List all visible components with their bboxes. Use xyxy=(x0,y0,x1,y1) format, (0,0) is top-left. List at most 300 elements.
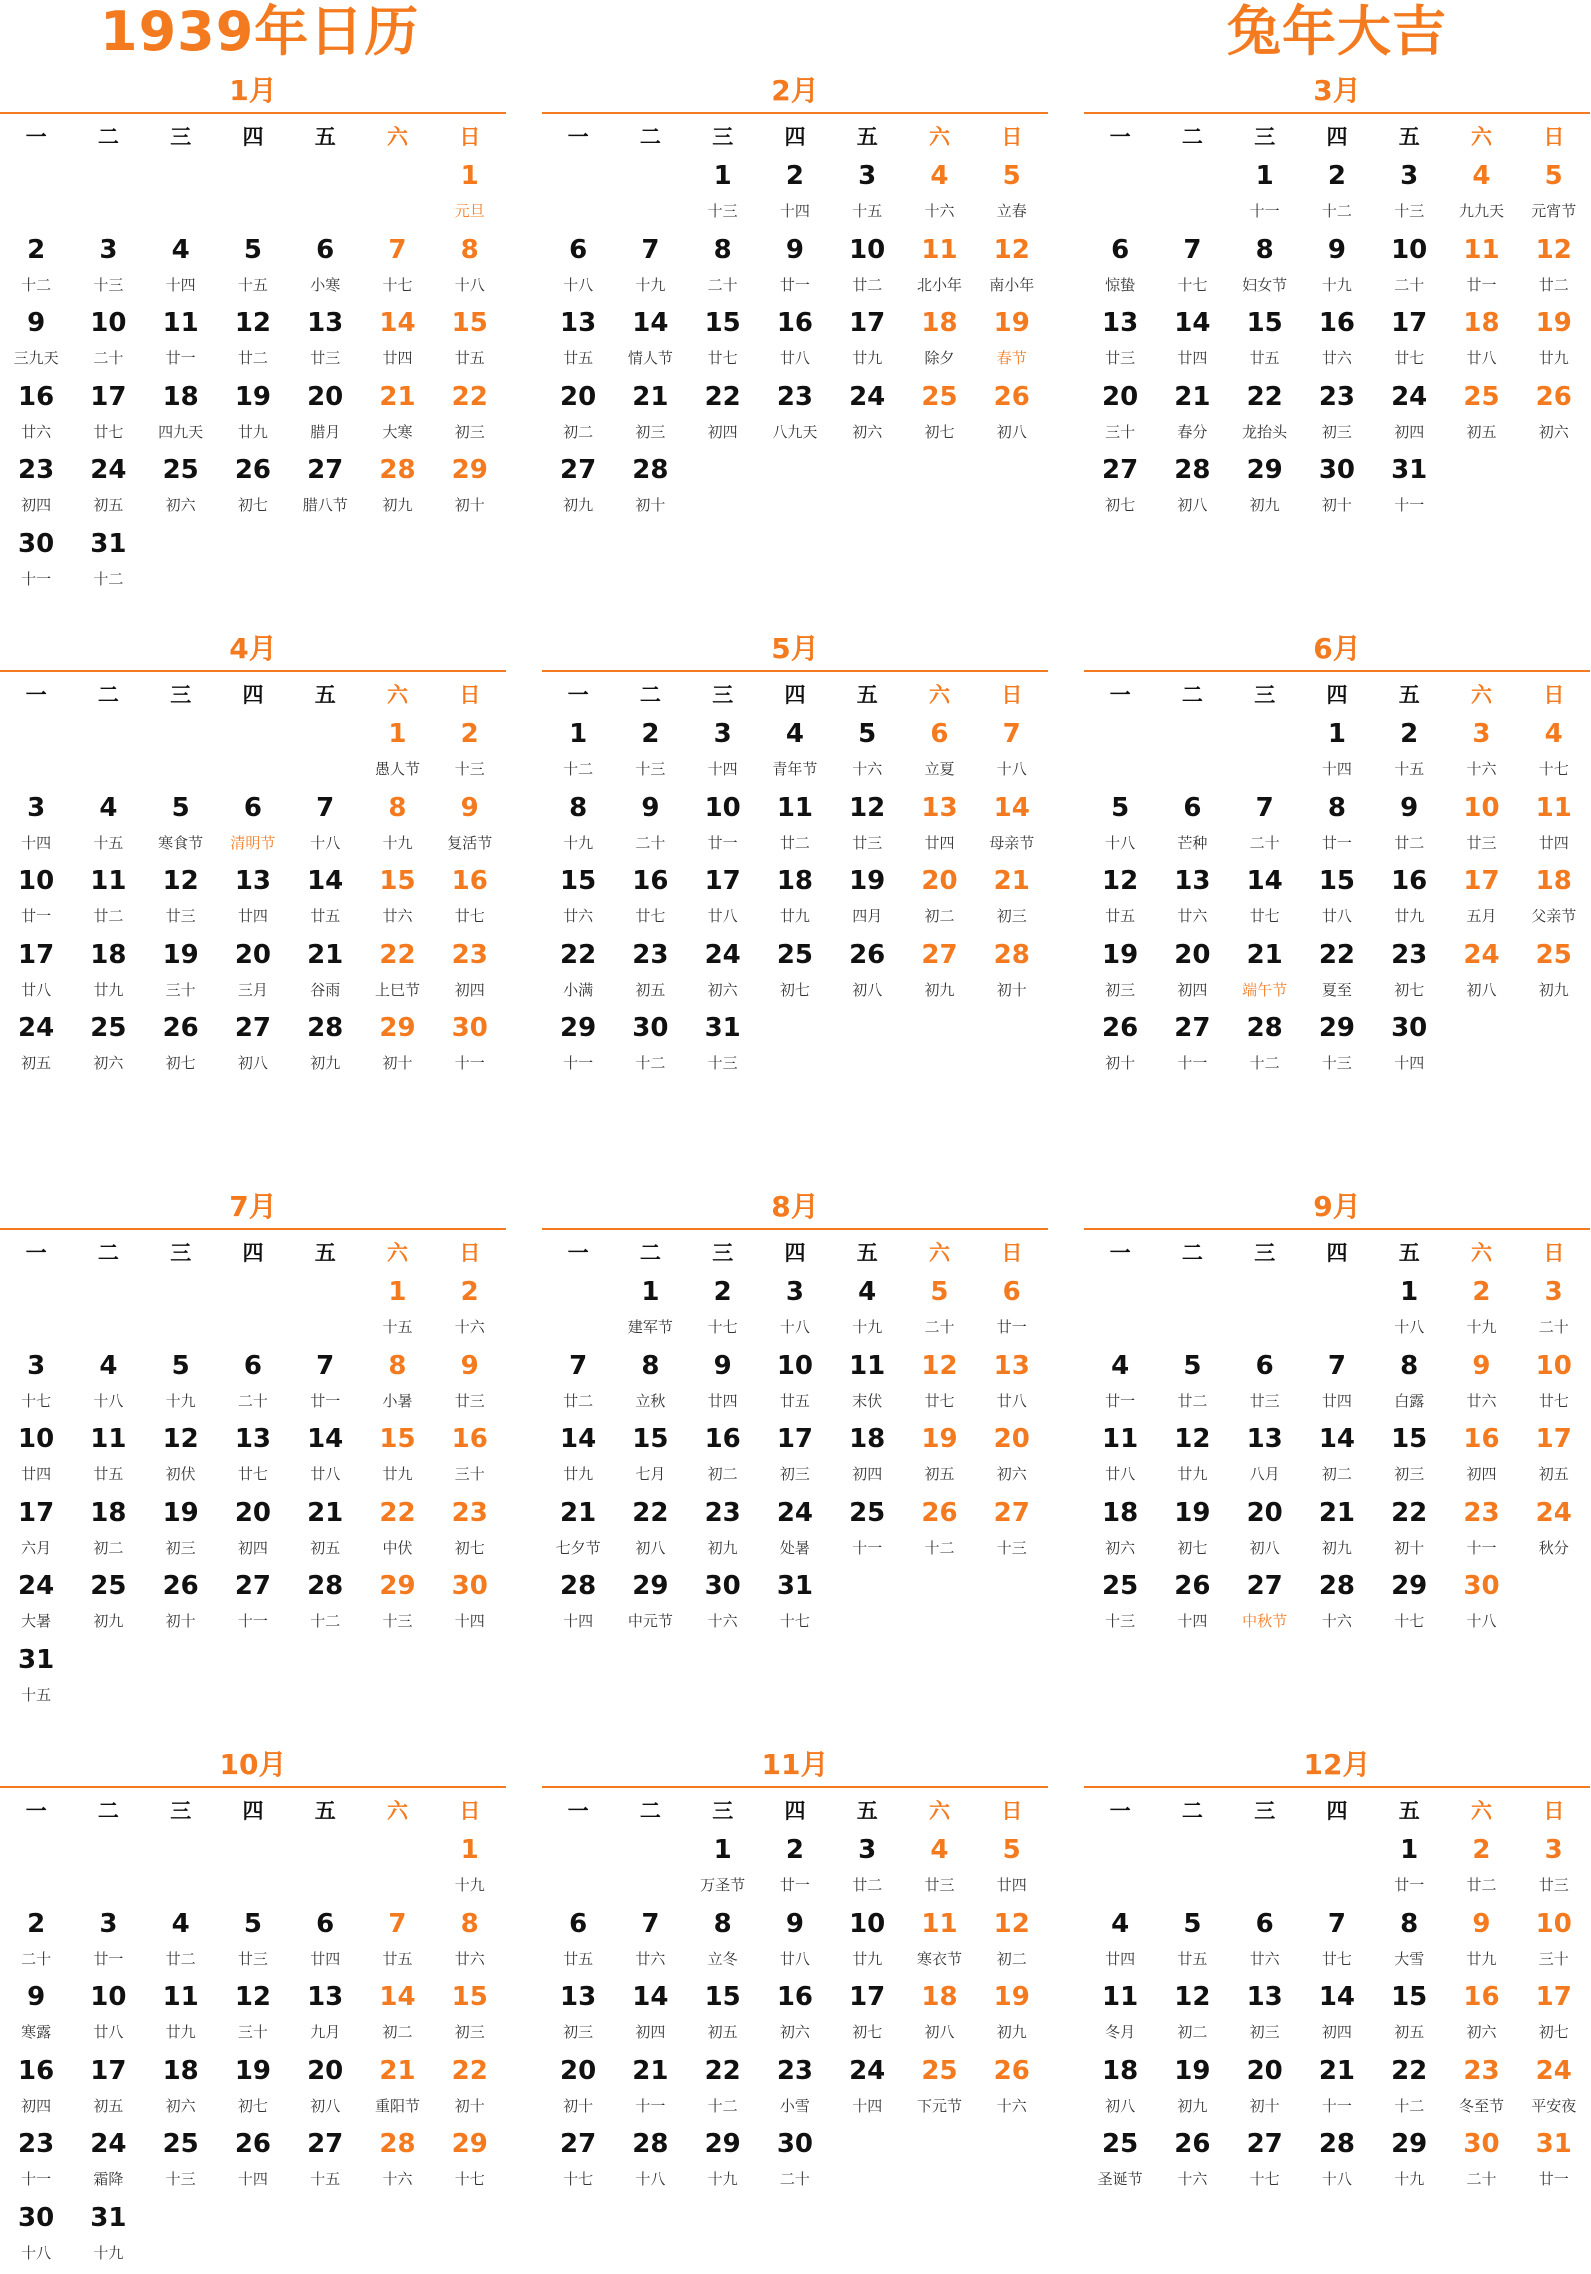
day-cell[interactable] xyxy=(0,937,72,1011)
day-cell[interactable] xyxy=(361,1010,433,1084)
day-cell[interactable] xyxy=(434,232,506,306)
day-cell[interactable] xyxy=(1084,379,1156,453)
day-cell[interactable] xyxy=(831,937,903,1011)
day-cell[interactable] xyxy=(145,452,217,526)
day-cell[interactable] xyxy=(289,452,361,526)
day-cell[interactable] xyxy=(0,379,72,453)
day-cell[interactable] xyxy=(217,2053,289,2127)
day-cell[interactable] xyxy=(542,1421,614,1495)
day-cell[interactable] xyxy=(1156,937,1228,1011)
day-cell[interactable] xyxy=(1373,863,1445,937)
day-cell[interactable] xyxy=(1373,1348,1445,1422)
day-cell[interactable] xyxy=(1301,1979,1373,2053)
day-cell[interactable] xyxy=(361,863,433,937)
day-cell[interactable] xyxy=(289,232,361,306)
day-cell[interactable] xyxy=(1445,1979,1517,2053)
day-cell[interactable] xyxy=(1229,863,1301,937)
day-cell[interactable] xyxy=(0,863,72,937)
day-cell[interactable] xyxy=(434,1421,506,1495)
day-cell[interactable] xyxy=(831,790,903,864)
day-cell[interactable] xyxy=(145,2053,217,2127)
day-cell[interactable] xyxy=(1229,1421,1301,1495)
day-cell[interactable] xyxy=(217,379,289,453)
day-cell[interactable] xyxy=(72,1010,144,1084)
day-cell[interactable] xyxy=(1156,790,1228,864)
day-cell[interactable] xyxy=(1084,937,1156,1011)
day-cell[interactable] xyxy=(1229,1495,1301,1569)
day-cell[interactable] xyxy=(1373,305,1445,379)
day-cell[interactable] xyxy=(1373,1568,1445,1642)
day-cell[interactable] xyxy=(1301,2126,1373,2200)
day-cell[interactable] xyxy=(1156,1495,1228,1569)
day-cell[interactable] xyxy=(687,716,759,790)
day-cell[interactable] xyxy=(1156,305,1228,379)
day-cell[interactable] xyxy=(361,452,433,526)
day-cell[interactable] xyxy=(903,158,975,232)
day-cell[interactable] xyxy=(759,2126,831,2200)
day-cell[interactable] xyxy=(614,1979,686,2053)
day-cell[interactable] xyxy=(361,1421,433,1495)
day-cell[interactable] xyxy=(1084,1906,1156,1980)
day-cell[interactable] xyxy=(976,305,1048,379)
day-cell[interactable] xyxy=(1156,452,1228,526)
day-cell[interactable] xyxy=(1518,158,1590,232)
day-cell[interactable] xyxy=(361,232,433,306)
day-cell[interactable] xyxy=(1084,452,1156,526)
day-cell[interactable] xyxy=(145,1495,217,1569)
day-cell[interactable] xyxy=(0,1010,72,1084)
day-cell[interactable] xyxy=(1445,863,1517,937)
day-cell[interactable] xyxy=(0,526,72,600)
day-cell[interactable] xyxy=(1518,1348,1590,1422)
day-cell[interactable] xyxy=(145,1568,217,1642)
day-cell[interactable] xyxy=(0,2200,72,2274)
day-cell[interactable] xyxy=(759,1348,831,1422)
day-cell[interactable] xyxy=(976,379,1048,453)
day-cell[interactable] xyxy=(1373,1274,1445,1348)
day-cell[interactable] xyxy=(976,1274,1048,1348)
day-cell[interactable] xyxy=(1518,716,1590,790)
day-cell[interactable] xyxy=(145,1421,217,1495)
day-cell[interactable] xyxy=(614,863,686,937)
day-cell[interactable] xyxy=(976,716,1048,790)
day-cell[interactable] xyxy=(759,1495,831,1569)
day-cell[interactable] xyxy=(687,1568,759,1642)
day-cell[interactable] xyxy=(614,2053,686,2127)
day-cell[interactable] xyxy=(976,158,1048,232)
day-cell[interactable] xyxy=(1301,790,1373,864)
day-cell[interactable] xyxy=(0,1348,72,1422)
day-cell[interactable] xyxy=(976,1421,1048,1495)
day-cell[interactable] xyxy=(434,379,506,453)
day-cell[interactable] xyxy=(1301,1495,1373,1569)
day-cell[interactable] xyxy=(687,1274,759,1348)
day-cell[interactable] xyxy=(1373,937,1445,1011)
day-cell[interactable] xyxy=(614,1421,686,1495)
day-cell[interactable] xyxy=(542,2126,614,2200)
day-cell[interactable] xyxy=(434,937,506,1011)
day-cell[interactable] xyxy=(542,1568,614,1642)
day-cell[interactable] xyxy=(1373,452,1445,526)
day-cell[interactable] xyxy=(976,232,1048,306)
day-cell[interactable] xyxy=(217,1421,289,1495)
day-cell[interactable] xyxy=(1445,1421,1517,1495)
day-cell[interactable] xyxy=(434,1010,506,1084)
day-cell[interactable] xyxy=(1301,1906,1373,1980)
day-cell[interactable] xyxy=(687,1979,759,2053)
day-cell[interactable] xyxy=(687,232,759,306)
day-cell[interactable] xyxy=(217,1906,289,1980)
day-cell[interactable] xyxy=(72,937,144,1011)
day-cell[interactable] xyxy=(1445,1495,1517,1569)
day-cell[interactable] xyxy=(1156,2053,1228,2127)
day-cell[interactable] xyxy=(1373,790,1445,864)
day-cell[interactable] xyxy=(1445,232,1517,306)
day-cell[interactable] xyxy=(542,305,614,379)
day-cell[interactable] xyxy=(361,1348,433,1422)
day-cell[interactable] xyxy=(1229,1348,1301,1422)
day-cell[interactable] xyxy=(614,1274,686,1348)
day-cell[interactable] xyxy=(831,232,903,306)
day-cell[interactable] xyxy=(903,1906,975,1980)
day-cell[interactable] xyxy=(976,1495,1048,1569)
day-cell[interactable] xyxy=(0,790,72,864)
day-cell[interactable] xyxy=(0,1642,72,1716)
day-cell[interactable] xyxy=(903,2053,975,2127)
day-cell[interactable] xyxy=(759,863,831,937)
day-cell[interactable] xyxy=(1445,1906,1517,1980)
day-cell[interactable] xyxy=(361,2053,433,2127)
day-cell[interactable] xyxy=(1445,305,1517,379)
day-cell[interactable] xyxy=(434,716,506,790)
day-cell[interactable] xyxy=(361,379,433,453)
day-cell[interactable] xyxy=(542,863,614,937)
day-cell[interactable] xyxy=(759,1979,831,2053)
day-cell[interactable] xyxy=(759,232,831,306)
day-cell[interactable] xyxy=(72,2126,144,2200)
day-cell[interactable] xyxy=(903,1832,975,1906)
day-cell[interactable] xyxy=(434,1906,506,1980)
day-cell[interactable] xyxy=(1084,863,1156,937)
day-cell[interactable] xyxy=(976,1348,1048,1422)
day-cell[interactable] xyxy=(434,1568,506,1642)
day-cell[interactable] xyxy=(1518,863,1590,937)
day-cell[interactable] xyxy=(1084,1495,1156,1569)
day-cell[interactable] xyxy=(903,1348,975,1422)
day-cell[interactable] xyxy=(217,2126,289,2200)
day-cell[interactable] xyxy=(831,1421,903,1495)
day-cell[interactable] xyxy=(759,1421,831,1495)
day-cell[interactable] xyxy=(72,526,144,600)
day-cell[interactable] xyxy=(1445,790,1517,864)
day-cell[interactable] xyxy=(614,232,686,306)
day-cell[interactable] xyxy=(361,1495,433,1569)
day-cell[interactable] xyxy=(1301,1421,1373,1495)
day-cell[interactable] xyxy=(1301,1010,1373,1084)
day-cell[interactable] xyxy=(687,2053,759,2127)
day-cell[interactable] xyxy=(145,1906,217,1980)
day-cell[interactable] xyxy=(976,1832,1048,1906)
day-cell[interactable] xyxy=(217,1348,289,1422)
day-cell[interactable] xyxy=(1373,2126,1445,2200)
day-cell[interactable] xyxy=(759,937,831,1011)
day-cell[interactable] xyxy=(289,1568,361,1642)
day-cell[interactable] xyxy=(1301,716,1373,790)
day-cell[interactable] xyxy=(1373,1495,1445,1569)
day-cell[interactable] xyxy=(1229,305,1301,379)
day-cell[interactable] xyxy=(687,305,759,379)
day-cell[interactable] xyxy=(759,716,831,790)
day-cell[interactable] xyxy=(1518,1906,1590,1980)
day-cell[interactable] xyxy=(0,1495,72,1569)
day-cell[interactable] xyxy=(1229,2126,1301,2200)
day-cell[interactable] xyxy=(614,1495,686,1569)
day-cell[interactable] xyxy=(1229,937,1301,1011)
day-cell[interactable] xyxy=(1084,1421,1156,1495)
day-cell[interactable] xyxy=(0,1979,72,2053)
day-cell[interactable] xyxy=(1301,232,1373,306)
day-cell[interactable] xyxy=(1373,2053,1445,2127)
day-cell[interactable] xyxy=(289,1421,361,1495)
day-cell[interactable] xyxy=(759,2053,831,2127)
day-cell[interactable] xyxy=(1156,1010,1228,1084)
day-cell[interactable] xyxy=(614,716,686,790)
day-cell[interactable] xyxy=(542,716,614,790)
day-cell[interactable] xyxy=(289,1979,361,2053)
day-cell[interactable] xyxy=(217,1979,289,2053)
day-cell[interactable] xyxy=(1445,937,1517,1011)
day-cell[interactable] xyxy=(1445,1568,1517,1642)
day-cell[interactable] xyxy=(687,1832,759,1906)
day-cell[interactable] xyxy=(72,379,144,453)
day-cell[interactable] xyxy=(1229,1979,1301,2053)
day-cell[interactable] xyxy=(687,1421,759,1495)
day-cell[interactable] xyxy=(1373,716,1445,790)
day-cell[interactable] xyxy=(542,2053,614,2127)
day-cell[interactable] xyxy=(903,937,975,1011)
day-cell[interactable] xyxy=(759,158,831,232)
day-cell[interactable] xyxy=(217,1568,289,1642)
day-cell[interactable] xyxy=(289,1010,361,1084)
day-cell[interactable] xyxy=(542,1348,614,1422)
day-cell[interactable] xyxy=(1156,863,1228,937)
day-cell[interactable] xyxy=(614,937,686,1011)
day-cell[interactable] xyxy=(1301,305,1373,379)
day-cell[interactable] xyxy=(72,790,144,864)
day-cell[interactable] xyxy=(903,790,975,864)
day-cell[interactable] xyxy=(289,1495,361,1569)
day-cell[interactable] xyxy=(759,1906,831,1980)
day-cell[interactable] xyxy=(1156,232,1228,306)
day-cell[interactable] xyxy=(1229,790,1301,864)
day-cell[interactable] xyxy=(1156,1348,1228,1422)
day-cell[interactable] xyxy=(217,1495,289,1569)
day-cell[interactable] xyxy=(542,379,614,453)
day-cell[interactable] xyxy=(434,790,506,864)
day-cell[interactable] xyxy=(1518,1495,1590,1569)
day-cell[interactable] xyxy=(145,863,217,937)
day-cell[interactable] xyxy=(1084,232,1156,306)
day-cell[interactable] xyxy=(687,863,759,937)
day-cell[interactable] xyxy=(361,1979,433,2053)
day-cell[interactable] xyxy=(614,452,686,526)
day-cell[interactable] xyxy=(289,937,361,1011)
day-cell[interactable] xyxy=(1518,790,1590,864)
day-cell[interactable] xyxy=(1518,1979,1590,2053)
day-cell[interactable] xyxy=(976,1906,1048,1980)
day-cell[interactable] xyxy=(0,2053,72,2127)
day-cell[interactable] xyxy=(614,1906,686,1980)
day-cell[interactable] xyxy=(361,305,433,379)
day-cell[interactable] xyxy=(759,790,831,864)
day-cell[interactable] xyxy=(903,232,975,306)
day-cell[interactable] xyxy=(1518,937,1590,1011)
day-cell[interactable] xyxy=(1084,1568,1156,1642)
day-cell[interactable] xyxy=(434,305,506,379)
day-cell[interactable] xyxy=(289,2126,361,2200)
day-cell[interactable] xyxy=(0,305,72,379)
day-cell[interactable] xyxy=(1373,1832,1445,1906)
day-cell[interactable] xyxy=(0,232,72,306)
day-cell[interactable] xyxy=(361,937,433,1011)
day-cell[interactable] xyxy=(1445,379,1517,453)
day-cell[interactable] xyxy=(1518,1421,1590,1495)
day-cell[interactable] xyxy=(145,1010,217,1084)
day-cell[interactable] xyxy=(361,790,433,864)
day-cell[interactable] xyxy=(1229,379,1301,453)
day-cell[interactable] xyxy=(1518,232,1590,306)
day-cell[interactable] xyxy=(903,1274,975,1348)
day-cell[interactable] xyxy=(831,1832,903,1906)
day-cell[interactable] xyxy=(0,452,72,526)
day-cell[interactable] xyxy=(831,305,903,379)
day-cell[interactable] xyxy=(1445,1274,1517,1348)
day-cell[interactable] xyxy=(903,1979,975,2053)
day-cell[interactable] xyxy=(1084,790,1156,864)
day-cell[interactable] xyxy=(1373,232,1445,306)
day-cell[interactable] xyxy=(903,1421,975,1495)
day-cell[interactable] xyxy=(1229,2053,1301,2127)
day-cell[interactable] xyxy=(687,1906,759,1980)
day-cell[interactable] xyxy=(72,1348,144,1422)
day-cell[interactable] xyxy=(542,790,614,864)
day-cell[interactable] xyxy=(542,1010,614,1084)
day-cell[interactable] xyxy=(542,1906,614,1980)
day-cell[interactable] xyxy=(1084,1010,1156,1084)
day-cell[interactable] xyxy=(217,937,289,1011)
day-cell[interactable] xyxy=(1373,1010,1445,1084)
day-cell[interactable] xyxy=(1518,305,1590,379)
day-cell[interactable] xyxy=(0,2126,72,2200)
day-cell[interactable] xyxy=(1156,1979,1228,2053)
day-cell[interactable] xyxy=(1301,2053,1373,2127)
day-cell[interactable] xyxy=(145,1979,217,2053)
day-cell[interactable] xyxy=(434,1274,506,1348)
day-cell[interactable] xyxy=(217,452,289,526)
day-cell[interactable] xyxy=(1445,1348,1517,1422)
day-cell[interactable] xyxy=(72,1568,144,1642)
day-cell[interactable] xyxy=(0,1906,72,1980)
day-cell[interactable] xyxy=(1156,1906,1228,1980)
day-cell[interactable] xyxy=(976,2053,1048,2127)
day-cell[interactable] xyxy=(614,1348,686,1422)
day-cell[interactable] xyxy=(72,305,144,379)
day-cell[interactable] xyxy=(831,1495,903,1569)
day-cell[interactable] xyxy=(72,863,144,937)
day-cell[interactable] xyxy=(614,379,686,453)
day-cell[interactable] xyxy=(72,1421,144,1495)
day-cell[interactable] xyxy=(1301,1348,1373,1422)
day-cell[interactable] xyxy=(1156,1568,1228,1642)
day-cell[interactable] xyxy=(542,1495,614,1569)
day-cell[interactable] xyxy=(72,1495,144,1569)
day-cell[interactable] xyxy=(1084,2126,1156,2200)
day-cell[interactable] xyxy=(289,379,361,453)
day-cell[interactable] xyxy=(1229,1906,1301,1980)
day-cell[interactable] xyxy=(687,937,759,1011)
day-cell[interactable] xyxy=(434,863,506,937)
day-cell[interactable] xyxy=(1445,2053,1517,2127)
day-cell[interactable] xyxy=(1518,379,1590,453)
day-cell[interactable] xyxy=(687,1348,759,1422)
day-cell[interactable] xyxy=(759,1568,831,1642)
day-cell[interactable] xyxy=(361,716,433,790)
day-cell[interactable] xyxy=(434,1979,506,2053)
day-cell[interactable] xyxy=(145,1348,217,1422)
day-cell[interactable] xyxy=(361,1906,433,1980)
day-cell[interactable] xyxy=(361,1274,433,1348)
day-cell[interactable] xyxy=(1301,379,1373,453)
day-cell[interactable] xyxy=(1156,2126,1228,2200)
day-cell[interactable] xyxy=(145,379,217,453)
day-cell[interactable] xyxy=(1156,1421,1228,1495)
day-cell[interactable] xyxy=(145,790,217,864)
day-cell[interactable] xyxy=(976,1979,1048,2053)
day-cell[interactable] xyxy=(72,1906,144,1980)
day-cell[interactable] xyxy=(361,2126,433,2200)
day-cell[interactable] xyxy=(434,2053,506,2127)
day-cell[interactable] xyxy=(614,1010,686,1084)
day-cell[interactable] xyxy=(687,790,759,864)
day-cell[interactable] xyxy=(1518,1274,1590,1348)
day-cell[interactable] xyxy=(614,1568,686,1642)
day-cell[interactable] xyxy=(217,863,289,937)
day-cell[interactable] xyxy=(72,1979,144,2053)
day-cell[interactable] xyxy=(1084,305,1156,379)
day-cell[interactable] xyxy=(434,452,506,526)
day-cell[interactable] xyxy=(1084,2053,1156,2127)
day-cell[interactable] xyxy=(1301,937,1373,1011)
day-cell[interactable] xyxy=(831,2053,903,2127)
day-cell[interactable] xyxy=(217,1010,289,1084)
day-cell[interactable] xyxy=(831,1274,903,1348)
day-cell[interactable] xyxy=(903,379,975,453)
day-cell[interactable] xyxy=(542,1979,614,2053)
day-cell[interactable] xyxy=(976,790,1048,864)
day-cell[interactable] xyxy=(831,158,903,232)
day-cell[interactable] xyxy=(72,2053,144,2127)
day-cell[interactable] xyxy=(72,2200,144,2274)
day-cell[interactable] xyxy=(1373,1421,1445,1495)
day-cell[interactable] xyxy=(1373,1979,1445,2053)
day-cell[interactable] xyxy=(289,790,361,864)
day-cell[interactable] xyxy=(434,1495,506,1569)
day-cell[interactable] xyxy=(759,305,831,379)
day-cell[interactable] xyxy=(1084,1979,1156,2053)
day-cell[interactable] xyxy=(289,1906,361,1980)
day-cell[interactable] xyxy=(434,1348,506,1422)
day-cell[interactable] xyxy=(72,232,144,306)
